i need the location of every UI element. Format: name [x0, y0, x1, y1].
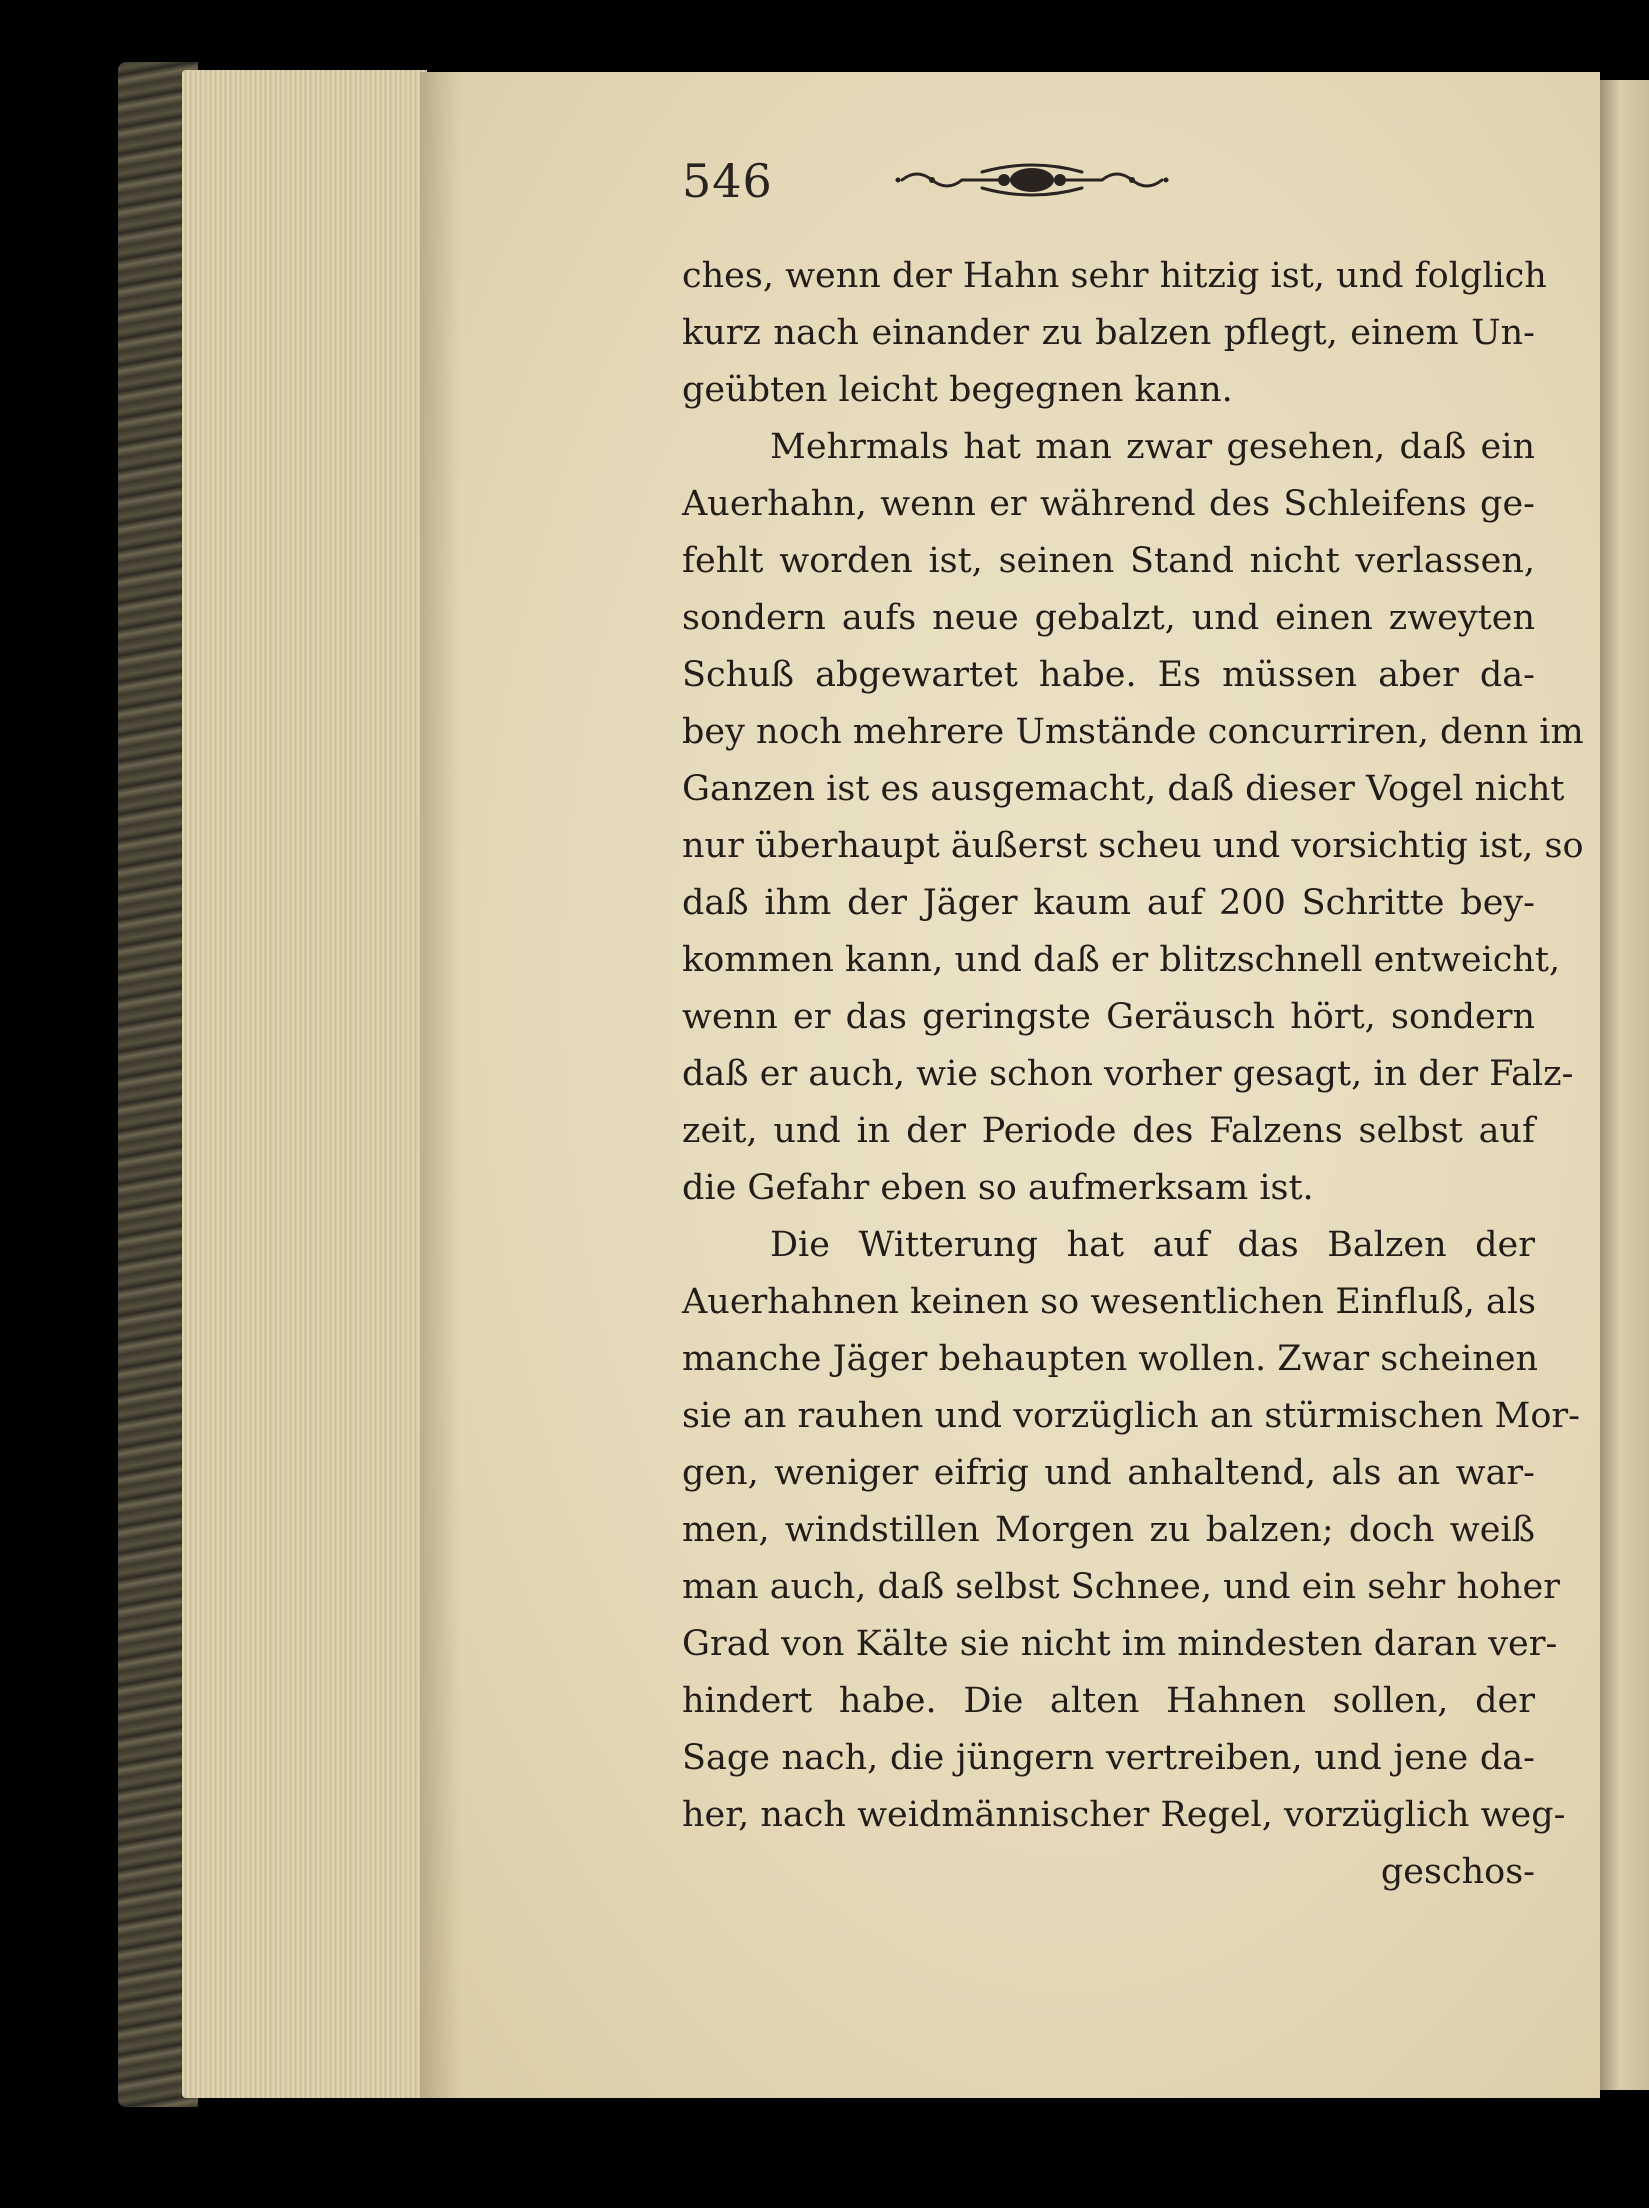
book-page — [420, 72, 1600, 2098]
page-edges — [182, 70, 427, 2098]
text-line: zeit, und in der Periode des Falzens selbst auf — [682, 1111, 1535, 1151]
text-line: nur überhaupt äußerst scheu und vorsichtig ist, so — [682, 826, 1584, 866]
text-line: Mehrmals hat man zwar gesehen, daß ein — [770, 427, 1535, 467]
text-line: bey noch mehrere Umstände concurriren, denn im — [682, 712, 1584, 752]
text-line: Auerhahn, wenn er während des Schleifens ge- — [682, 484, 1535, 524]
text-line: Sage nach, die jüngern vertreiben, und jene da- — [682, 1738, 1535, 1778]
catchword: geschos- — [1380, 1852, 1535, 1892]
text-line: kurz nach einander zu balzen pflegt, einem Un- — [682, 313, 1535, 353]
page-header — [682, 154, 1522, 234]
text-line: fehlt worden ist, seinen Stand nicht verlassen, — [682, 541, 1535, 581]
text-line: kommen kann, und daß er blitzschnell entweicht, — [682, 940, 1561, 980]
body-text — [682, 248, 1584, 1901]
text-line: her, nach weidmännischer Regel, vorzüglich weg- — [682, 1795, 1566, 1835]
page-gutter-shadow — [420, 72, 460, 2098]
text-line: sie an rauhen und vorzüglich an stürmischen Mor- — [682, 1396, 1580, 1436]
text-line: Grad von Kälte sie nicht im mindesten daran ver- — [682, 1624, 1558, 1664]
text-line: gen, weniger eifrig und anhaltend, als an war- — [682, 1453, 1535, 1493]
text-line: men, windstillen Morgen zu balzen; doch weiß — [682, 1510, 1535, 1550]
text-line: geübten leicht begegnen kann. — [682, 370, 1233, 410]
text-line: daß er auch, wie schon vorher gesagt, in der Falz- — [682, 1054, 1574, 1094]
page-number: 546 — [682, 154, 773, 208]
text-line: die Gefahr eben so aufmerksam ist. — [682, 1168, 1314, 1208]
text-line: Schuß abgewartet habe. Es müssen aber da- — [682, 655, 1535, 695]
text-line: Ganzen ist es ausgemacht, daß dieser Vogel nicht — [682, 769, 1565, 809]
text-line: wenn er das geringste Geräusch hört, sondern — [682, 997, 1535, 1037]
text-line: man auch, daß selbst Schnee, und ein sehr hoher — [682, 1567, 1560, 1607]
text-line: Die Witterung hat auf das Balzen der — [770, 1225, 1535, 1265]
text-line: ches, wenn der Hahn sehr hitzig ist, und folglich — [682, 256, 1547, 296]
text-line: hindert habe. Die alten Hahnen sollen, der — [682, 1681, 1535, 1721]
text-line: daß ihm der Jäger kaum auf 200 Schritte bey- — [682, 883, 1535, 923]
text-line: sondern aufs neue gebalzt, und einen zweyten — [682, 598, 1535, 638]
text-line: Auerhahnen keinen so wesentlichen Einfluß, als — [682, 1282, 1537, 1322]
facing-page — [1600, 80, 1649, 2090]
decorative-ornament-icon — [892, 160, 1172, 200]
text-line: manche Jäger behaupten wollen. Zwar scheinen — [682, 1339, 1539, 1379]
